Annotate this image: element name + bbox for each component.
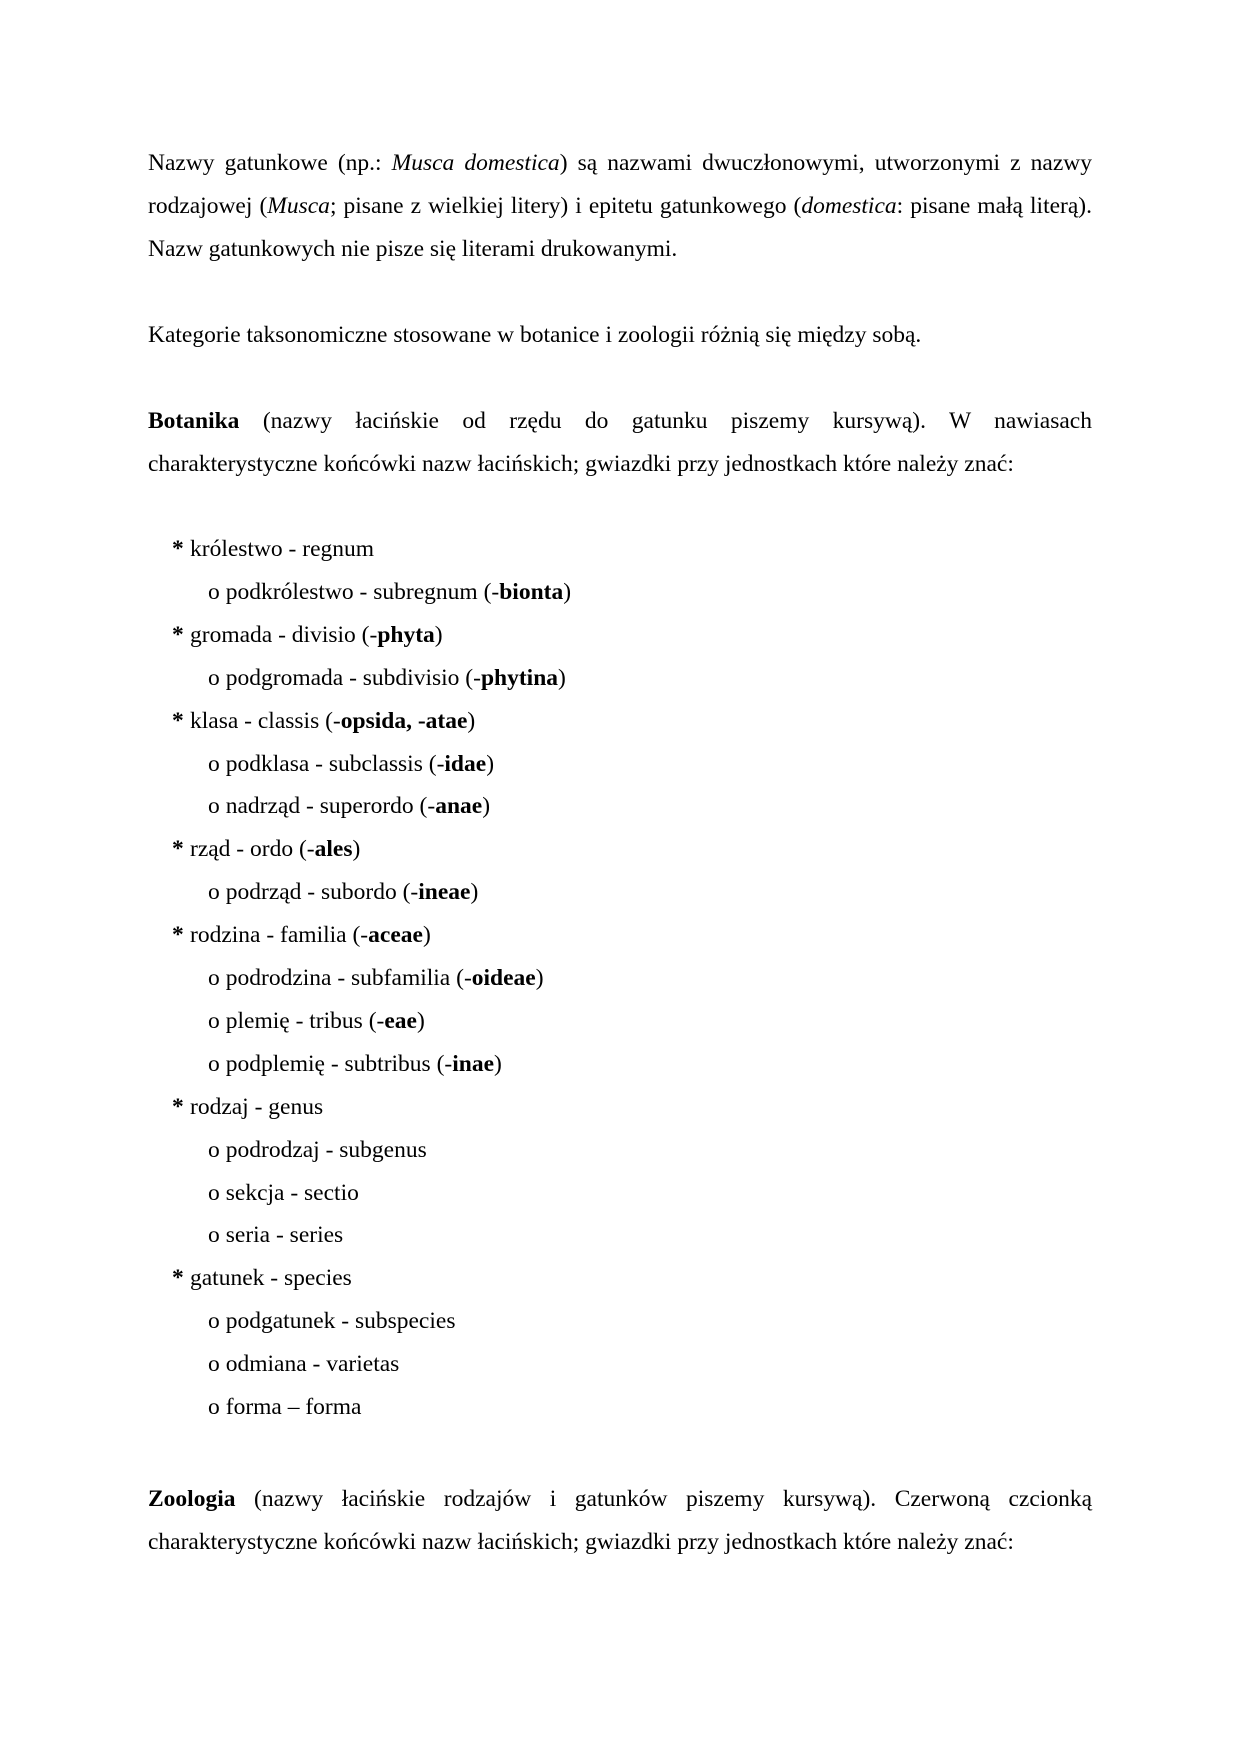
intro-text-3: ; pisane z wielkiej litery) i epitetu gatunkowego ( (329, 193, 802, 219)
latin-suffix: ineae (418, 879, 471, 906)
botanika-text: (nazwy łacińskie od rzędu do gatunku piszemy kursywą). W nawiasach charakterystyczne końcówki nazw łacińskich; gwiazdki przy jednostkach które należy znać: (148, 408, 1092, 477)
star-marker: * (172, 536, 184, 562)
circle-marker: o (208, 1179, 220, 1206)
taxon-rank-sub (208, 577, 571, 607)
circle-marker: o (208, 1308, 220, 1335)
circle-marker: o (208, 578, 220, 605)
suffix-close: ) (416, 1007, 425, 1034)
intro-text-2: ) są nazwami dwuczłonowymi, utworzonymi z nazwy rodzajowej ( (148, 150, 1092, 219)
intro-text-4: : pisane małą literą). Nazw gatunkowych nie pisze się literami drukowanymi. (148, 193, 1092, 262)
botanika-heading: Botanika (148, 408, 240, 434)
circle-marker: o (208, 1136, 220, 1163)
suffix-open: (- (428, 750, 445, 777)
suffix-close: ) (434, 621, 443, 648)
taxon-name: podplemię - subtribus (225, 1050, 437, 1077)
taxon-rank-required (172, 834, 360, 864)
taxon-rank-sub (208, 1349, 399, 1379)
taxon-name: sekcja - sectio (225, 1179, 359, 1206)
taxon-rank-sub (208, 791, 490, 821)
botanika-paragraph (148, 400, 1092, 486)
taxon-rank-sub (208, 1306, 455, 1336)
zoologia-text: (nazwy łacińskie rodzajów i gatunków piszemy kursywą). Czerwoną czcionką charakterystyczne końcówki nazw łacińskich; gwiazdki przy jednostkach które należy znać: (148, 1486, 1092, 1555)
taxon-name: królestwo - regnum (190, 536, 375, 562)
latin-suffix: phytina (480, 664, 559, 691)
zoologia-paragraph (148, 1478, 1092, 1564)
epithet-example: domestica (801, 193, 897, 219)
latin-suffix: aceae (368, 922, 423, 949)
latin-suffix: idae (444, 750, 487, 777)
suffix-open: (- (436, 1050, 453, 1077)
suffix-open: (- (419, 793, 436, 820)
taxon-name: podgatunek - subspecies (225, 1308, 456, 1335)
taxon-name: seria - series (225, 1222, 344, 1249)
suffix-close: ) (535, 965, 544, 991)
taxon-rank-required (172, 1263, 352, 1293)
suffix-open: (- (352, 922, 369, 949)
suffix-open: (- (465, 664, 481, 691)
latin-suffix: oideae (471, 965, 536, 991)
circle-marker: o (208, 1007, 220, 1034)
taxon-rank-required (172, 534, 374, 564)
circle-marker: o (208, 1351, 220, 1378)
taxon-name: forma – forma (225, 1394, 362, 1420)
taxon-name: klasa - classis (190, 707, 326, 734)
taxon-rank-sub (208, 877, 478, 907)
suffix-close: ) (352, 836, 361, 863)
latin-suffix: phyta (377, 621, 435, 648)
taxon-rank-sub (208, 1006, 425, 1036)
zoologia-heading: Zoologia (148, 1486, 236, 1512)
circle-marker: o (208, 750, 220, 777)
circle-marker: o (208, 1050, 220, 1077)
taxon-name: rodzaj - genus (190, 1093, 324, 1120)
taxon-name: gromada - divisio (190, 621, 362, 648)
taxon-name: rodzina - familia (190, 922, 353, 949)
circle-marker: o (208, 1222, 220, 1249)
suffix-close: ) (486, 750, 495, 777)
suffix-open: (- (361, 621, 378, 648)
suffix-open: (- (325, 707, 341, 734)
taxon-rank-sub (208, 1178, 359, 1208)
taxon-name: podrodzina - subfamilia (225, 965, 457, 991)
latin-suffix: opsida, -atae (340, 707, 468, 734)
circle-marker: o (208, 965, 220, 991)
latin-suffix: inae (452, 1050, 495, 1077)
taxon-rank-sub (208, 1049, 502, 1079)
taxon-rank-sub (208, 1220, 343, 1250)
taxon-rank-required (172, 920, 431, 950)
latin-suffix: bionta (499, 578, 564, 605)
suffix-open: (- (456, 965, 472, 991)
taxon-rank-required (172, 706, 475, 736)
taxon-rank-sub (208, 749, 494, 779)
taxon-rank-required (172, 1092, 323, 1122)
star-marker: * (172, 707, 184, 734)
taxon-name: rząd - ordo (190, 836, 299, 863)
suffix-close: ) (494, 1050, 502, 1077)
taxon-name: podkrólestwo - subregnum (225, 578, 484, 605)
suffix-close: ) (422, 922, 431, 949)
taxon-name: podrząd - subordo (225, 879, 403, 906)
categories-paragraph: Kategorie taksonomiczne stosowane w botanice i zoologii różnią się między sobą. (148, 322, 922, 348)
star-marker: * (172, 1265, 184, 1292)
latin-suffix: ales (314, 836, 353, 863)
taxon-name: gatunek - species (190, 1265, 352, 1292)
suffix-close: ) (558, 664, 566, 691)
taxon-name: podgromada - subdivisio (225, 664, 466, 691)
taxon-rank-sub (208, 663, 566, 693)
taxon-rank-required (172, 620, 443, 650)
genus-example: Musca (267, 193, 330, 219)
species-example: Musca domestica (391, 150, 560, 176)
latin-suffix: eae (384, 1007, 417, 1034)
taxon-name: odmiana - varietas (225, 1351, 400, 1378)
suffix-close: ) (467, 707, 476, 734)
taxon-name: plemię - tribus (225, 1007, 369, 1034)
star-marker: * (172, 922, 184, 949)
suffix-close: ) (563, 578, 572, 605)
taxon-rank-sub (208, 1135, 427, 1165)
circle-marker: o (208, 1394, 220, 1420)
taxon-name: podrodzaj - subgenus (225, 1136, 427, 1163)
circle-marker: o (208, 793, 220, 820)
suffix-close: ) (482, 793, 491, 820)
star-marker: * (172, 1093, 184, 1120)
star-marker: * (172, 836, 184, 863)
circle-marker: o (208, 664, 220, 691)
suffix-open: (- (483, 578, 500, 605)
taxon-rank-sub (208, 963, 544, 993)
intro-text-1: Nazwy gatunkowe (np.: (148, 150, 392, 176)
circle-marker: o (208, 879, 220, 906)
suffix-close: ) (470, 879, 479, 906)
taxon-name: podklasa - subclassis (225, 750, 429, 777)
suffix-open: (- (298, 836, 315, 863)
suffix-open: (- (368, 1007, 385, 1034)
taxon-rank-sub (208, 1392, 361, 1422)
taxon-name: nadrząd - superordo (225, 793, 420, 820)
intro-paragraph (148, 142, 1092, 271)
suffix-open: (- (402, 879, 419, 906)
latin-suffix: anae (435, 793, 483, 820)
star-marker: * (172, 621, 184, 648)
